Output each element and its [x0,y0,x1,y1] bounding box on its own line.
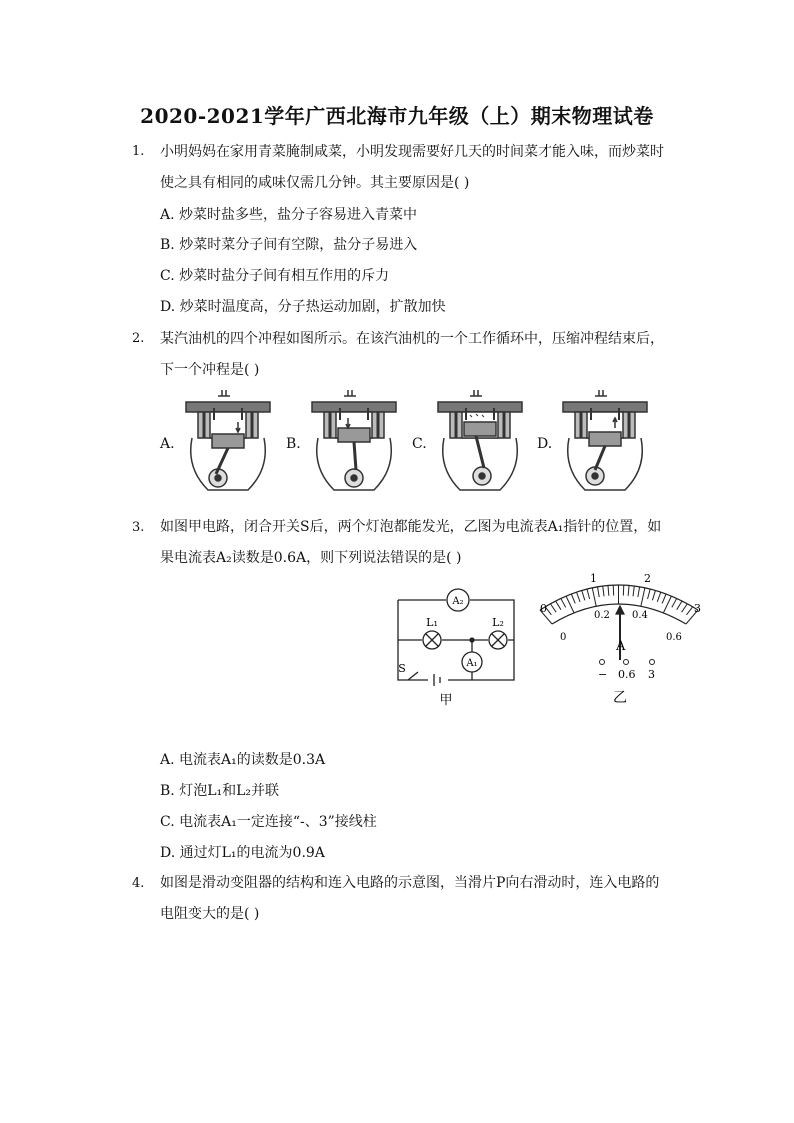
question-4-line-2: 电阻变大的是( ) [160,906,260,922]
question-4-line-1: 如图是滑动变阻器的结构和连入电路的示意图，当滑片P向右滑动时，连入电路的 [160,875,660,891]
question-3-line-2: 果电流表A₂读数是0.6A，则下列说法错误的是( ) [160,550,462,566]
dial-tick [603,586,604,596]
upper-scale-2: 2 [644,572,651,585]
question-3-option-c: C. 电流表A₁一定连接“-、3”接线柱 [160,814,377,830]
terminal-0.6: 0.6 [618,668,636,681]
dial-tick [633,586,634,596]
dial-tick [628,585,629,595]
dial-tick [608,585,609,595]
upper-scale-1: 1 [590,572,597,585]
question-3-number: 3. [132,520,145,535]
meter-caption: 乙 [613,690,627,706]
dial-tick [592,588,596,606]
question-1-line-1: 小明妈妈在家用青菜腌制咸菜，小明发现需要好几天的时间菜才能入味，而炒菜时 [160,144,664,160]
question-4-number: 4. [132,876,145,891]
engine-diagram-a [178,388,278,498]
question-3-option-b: B. 灯泡L₁和L₂并联 [160,783,280,799]
circuit-diagram [388,584,528,708]
question-1-option-a: A. 炒菜时盐多些，盐分子容易进入青菜中 [160,207,418,223]
question-1-number: 1. [132,144,145,159]
dial-tick [687,607,693,615]
question-1-option-c: C. 炒菜时盐分子间有相互作用的斥力 [160,268,390,284]
dial-tick [648,589,651,599]
dial-tick [561,598,566,607]
question-3-option-a: A. 电流表A₁的读数是0.3A [160,752,326,768]
dial-tick [577,592,581,602]
ammeter-dial [530,568,706,708]
meter-unit: A [616,639,626,654]
ammeter-a1-label: A₁ [466,658,478,669]
engine-label-d: D. [537,436,553,452]
question-2-number: 2. [132,331,145,346]
dial-tick [582,590,585,600]
upper-scale-3: 3 [694,602,701,615]
question-3-option-d: D. 通过灯L₁的电流为0.9A [160,845,325,861]
engine-diagram-d [555,388,655,498]
dial-tick [682,604,688,612]
dial-tick [657,592,661,602]
dial-tick [641,588,645,606]
question-1-option-b: B. 炒菜时菜分子间有空隙，盐分子易进入 [160,237,418,253]
terminal-3: 3 [648,668,655,681]
upper-scale-0: 0 [540,602,547,615]
engine-diagram-c [430,388,530,498]
dial-tick [571,594,575,603]
circuit-caption: 甲 [439,693,453,708]
lamp-l2-label: L₂ [492,616,504,629]
lower-scale-2: 0.4 [632,610,648,621]
lower-scale-3: 0.6 [666,632,682,643]
question-2-line-2: 下一个冲程是( ) [160,362,260,378]
dial-tick [597,587,599,597]
engine-label-b: B. [286,436,301,452]
engine-label-a: A. [160,436,175,452]
switch-label: S [398,662,406,675]
dial-tick [638,587,640,597]
dial-tick [672,598,677,607]
engine-label-c: C. [412,436,427,452]
question-2-line-1: 某汽油机的四个冲程如图所示。在该汽油机的一个工作循环中，压缩冲程结束后， [160,331,664,347]
question-1-option-d: D. 炒菜时温度高，分子热运动加剧，扩散加快 [160,299,446,315]
page-title: 2020-2021学年广西北海市九年级（上）期末物理试卷 [140,104,654,128]
lamp-l1-label: L₁ [426,616,438,629]
lower-scale-1: 0.2 [594,610,610,621]
question-1-line-2: 使之具有相同的咸味仅需几分钟。其主要原因是( ) [160,175,470,191]
dial-tick [556,601,561,610]
ammeter-a2-label: A₂ [452,596,464,607]
lower-scale-0: 0 [560,632,567,643]
question-3-line-1: 如图甲电路，闭合开关S后，两个灯泡都能发光，乙图为电流表A₁指针的位置，如 [160,519,662,535]
dial-tick [662,594,666,603]
engine-diagram-b [304,388,404,498]
dial-tick [652,590,655,600]
dial-tick [677,601,682,610]
dial-tick [550,604,556,612]
terminal-negative: − [598,668,608,681]
dial-tick [587,589,590,599]
